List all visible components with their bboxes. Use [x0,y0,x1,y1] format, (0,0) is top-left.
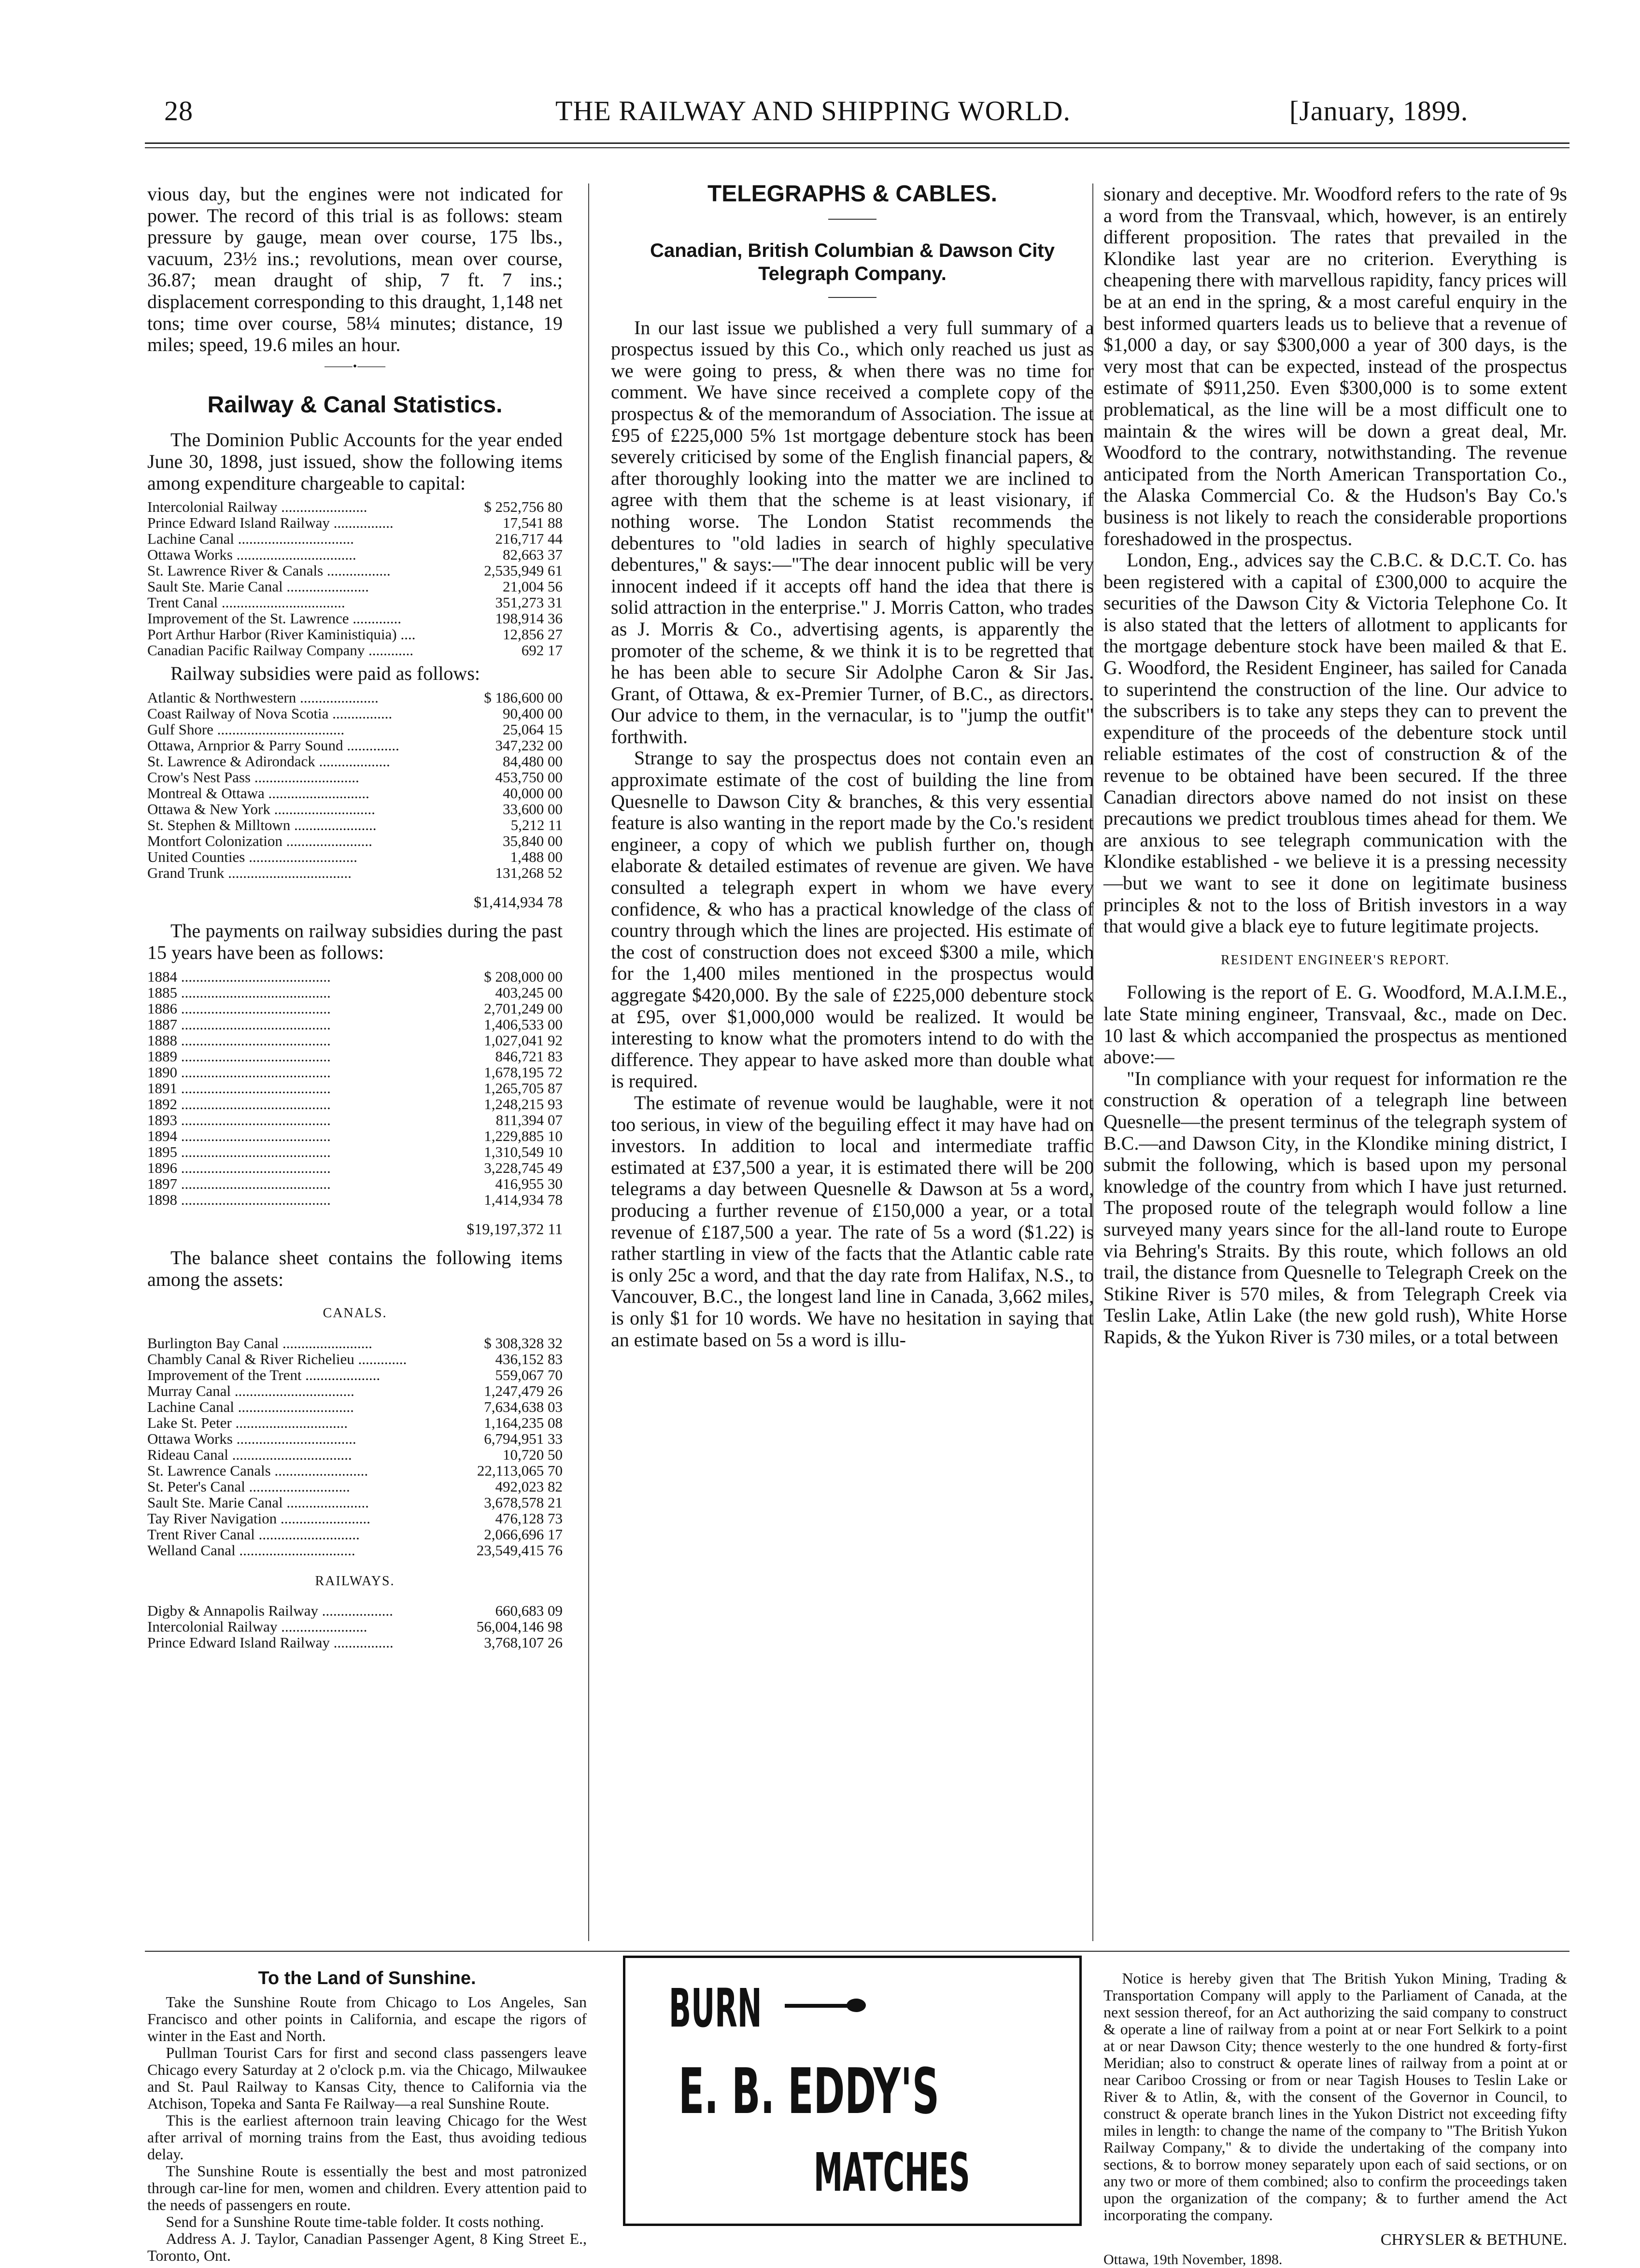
row-amount: $ 252,756 80 [484,499,563,515]
row-amount: 33,600 00 [503,801,563,817]
row-label: Trent River Canal ........................... [147,1526,360,1542]
table-row [147,721,563,737]
row-label: Murray Canal ................................ [147,1382,354,1399]
footer-rule [145,1951,1569,1952]
row-amount: 21,004 56 [503,578,563,595]
table-row [147,499,563,515]
row-label: Lachine Canal ............................... [147,531,354,547]
row-label: St. Lawrence River & Canals ................. [147,563,391,579]
row-amount: 40,000 00 [503,785,563,801]
column-3 [1103,183,1567,1348]
row-amount: 1,164,235 08 [484,1414,563,1431]
row-label: 1892 ........................................ [147,1096,331,1112]
row-amount: 1,229,885 10 [484,1127,563,1144]
table-row [147,1176,563,1192]
row-label: 1884 ........................................ [147,968,331,985]
table-row [147,1463,563,1479]
table-row [147,705,563,721]
paragraph: London, Eng., advices say the C.B.C. & D.C.T. Co. has been registered with a capital of £300,000 to acquire the securities of the Dawson City & Victoria Telephone Co. It is also stated that the letters of allotment to applicants for the mortgage debenture stock have been mailed & that E. G. Woodford, the Resident Engineer, has sailed for Canada to superintend the construction of the line. Our advice to the subscribers is to take any steps they can to prevent the expenditure of the proceeds of the debenture stock until reliable estimates of the cost of construction & of the revenue to be obtained have been secured. If the three Canadian directors above named do not insist on these precautions we predict troublous times ahead for them. We are anxious to see telegraph communication with the Klondike established - we believe it is a pressing necessity—but we want to see it done on legitimate business principles & not to the loss of British investors in a way that would give a black eye to future legitimate projects. [1103,549,1567,937]
table-row [147,531,563,547]
row-amount: 351,273 31 [495,594,563,611]
canals-table [147,1335,563,1558]
row-amount: 56,004,146 98 [476,1619,563,1635]
table-row [147,1526,563,1542]
advert-line-burn: BURN [669,1977,762,2039]
match-head-icon [847,1999,866,2012]
table-row [147,1144,563,1160]
advert-line-brand: E. B. EDDY'S [679,2055,939,2128]
row-amount: 10,720 50 [503,1446,563,1463]
table-row [147,1510,563,1526]
row-label: Burlington Bay Canal ........................ [147,1335,372,1351]
row-amount: 216,717 44 [495,531,563,547]
table-row [147,1634,563,1650]
row-label: St. Stephen & Milltown ...................... [147,817,377,833]
issue-date: [January, 1899. [1289,95,1469,127]
row-label: 1886 ........................................ [147,1000,331,1016]
paragraph: sionary and deceptive. Mr. Woodford refers to the rate of 9s a word from the Transvaal, which, however, is an entirely different proposition. The rates that prevailed in the Klondike last year are no criterion. Everything is cheapening there with marvellous rapidity, fancy prices will be at an end in the spring, & a most careful enquiry in the best informed quarters leads us to believe that a revenue of $1,000 a day, or say $300,000 a year of 300 days, is the very most that can be expected, instead of the prospectus estimate of $911,250. Even $300,000 is to some extent problematical, as the line will be a most difficult one to maintain & the wires will be down a great deal, Mr. Woodford to the contrary, notwithstanding. The revenue anticipated from the North American Transportation Co., the Alaska Commercial Co. & the Hudson's Bay Co.'s business is not likely to reach the considerable proportions foreshadowed in the prospectus. [1103,183,1567,549]
table-row [147,1335,563,1351]
table-row [147,642,563,658]
subsidies-total: $1,414,934 78 [474,893,563,911]
table-row [147,753,563,769]
journal-title: THE RAILWAY AND SHIPPING WORLD. [555,95,1071,127]
trial-report-paragraph: vious day, but the engines were not indicated for power. The record of this trial is as follows: steam pressure by gauge, mean over course, 175 lbs., vacuum, 23½ ins.; revolutions, mean over course, 36.87; mean draught of ship, 7 ft. 7 ins.; displacement corresponding to this draught, 1,148 net tons; time over course, 58¼ minutes; distance, 19 miles; speed, 19.6 miles an hour. [147,183,563,356]
paragraph: The payments on railway subsidies during the past 15 years have been as follows: [147,920,563,963]
row-amount: 1,406,533 00 [484,1016,563,1032]
paragraph: Railway subsidies were paid as follows: [170,662,480,685]
row-label: Crow's Nest Pass ............................ [147,769,359,785]
row-amount: $ 308,328 32 [484,1335,563,1351]
table-row [147,801,563,817]
row-label: Ottawa & New York ........................... [147,801,375,817]
table-row [147,817,563,833]
report-heading: RESIDENT ENGINEER'S REPORT. [1221,952,1450,968]
row-amount: 1,310,549 10 [484,1143,563,1160]
table-row [147,515,563,531]
row-label: United Counties ............................. [147,848,357,865]
paragraph: Take the Sunshine Route from Chicago to Los Angeles, San Francisco and other points in California, and escape the rigors of winter in the East and North. [147,1993,587,2044]
paragraph: The estimate of revenue would be laughable, were it not too serious, in view of the beguiling effect it may have had on investors. In addition to local and intermediate traffic estimated at £37,500 a year, it is estimated there will be 200 telegrams a day between Quesnelle & Dawson at 5s a word, producing a further revenue of £150,000 a year, or a total revenue of £187,500 a year. The rate of 5s a word ($1.22) is rather startling in view of the facts that the Atlantic cable rate is only 25c a word, and that the day rate from Halifax, N.S., to Vancouver, B.C., the longest land line in Canada, 3,662 miles, is only $1 for 10 words. We have no hesitation in saying that an estimate based on 5s a word is illu- [611,1091,1094,1351]
row-label: 1890 ........................................ [147,1064,331,1080]
table-row [147,1016,563,1032]
table-row [147,849,563,865]
table-row [147,1096,563,1112]
row-label: Intercolonial Railway ....................... [147,1619,368,1635]
row-amount: 436,152 83 [495,1351,563,1367]
years-total: $19,197,372 11 [467,1220,563,1238]
row-amount: 6,794,951 33 [484,1430,563,1447]
row-amount: 7,634,638 03 [484,1398,563,1415]
row-label: 1895 ........................................ [147,1143,331,1160]
column-1 [147,183,563,1655]
table-row [147,865,563,881]
legal-notice [1103,1970,1567,2268]
row-label: 1889 ........................................ [147,1048,331,1064]
table-row [147,1383,563,1399]
row-amount: 846,721 83 [495,1048,563,1064]
row-label: 1897 ........................................ [147,1175,331,1192]
table-row [147,1494,563,1510]
notice-signature: CHRYSLER & BETHUNE. [1380,2231,1567,2249]
table-row [147,1603,563,1619]
row-amount: 811,394 07 [495,1112,563,1128]
row-amount: 12,856 27 [503,626,563,643]
row-amount: 1,247,479 26 [484,1382,563,1399]
row-amount: 23,549,415 76 [476,1542,563,1558]
row-label: Ottawa Works ................................ [147,1430,356,1447]
row-label: Coast Railway of Nova Scotia ................ [147,705,393,721]
table-row [147,1542,563,1558]
table-row [147,1399,563,1415]
row-amount: 476,128 73 [495,1510,563,1526]
years-table [147,969,563,1208]
page-header [0,95,1640,133]
table-row [147,737,563,753]
header-rule [145,142,1569,144]
row-amount: 403,245 00 [495,984,563,1000]
row-amount: 22,113,065 70 [477,1462,563,1479]
table-row [147,626,563,642]
row-amount: 2,535,949 61 [484,563,563,579]
row-label: Welland Canal ............................... [147,1542,355,1558]
row-amount: 492,023 82 [495,1478,563,1494]
row-amount: 84,480 00 [503,753,563,769]
row-label: Intercolonial Railway ....................... [147,499,368,515]
row-amount: $ 208,000 00 [484,968,563,985]
row-amount: 559,067 70 [495,1366,563,1383]
table-row [147,690,563,705]
article-subtitle: Canadian, British Columbian & Dawson City Telegraph Company. [650,239,1055,284]
row-amount: 347,232 00 [495,737,563,753]
section-title-telegraphs: TELEGRAPHS & CABLES. [707,181,998,207]
row-label: Prince Edward Island Railway ................ [147,515,394,531]
table-row [147,1447,563,1463]
row-label: Prince Edward Island Railway ................ [147,1634,394,1651]
row-label: Ottawa Works ................................ [147,547,356,563]
row-amount: 131,268 52 [495,864,563,881]
row-label: St. Lawrence Canals ......................... [147,1462,368,1479]
advert-title: To the Land of Sunshine. [258,1968,476,1988]
capital-items-table [147,499,563,658]
table-row [147,1064,563,1080]
row-amount: 660,683 09 [495,1603,563,1619]
row-label: Sault Ste. Marie Canal ...................... [147,578,369,595]
row-amount: 1,488 00 [510,848,563,865]
row-label: 1893 ........................................ [147,1112,331,1128]
row-label: Grand Trunk ................................. [147,864,352,881]
row-label: St. Lawrence & Adirondack ................... [147,753,390,769]
row-amount: 1,678,195 72 [484,1064,563,1080]
table-row [147,969,563,985]
row-amount: 90,400 00 [503,705,563,721]
row-amount: 2,066,696 17 [484,1526,563,1542]
paragraph: In our last issue we published a very full summary of a prospectus issued by this Co., which only reached us just as we were going to press, & when there was no time for comment. We have since received a complete copy of the prospectus & of the memorandum of Association. The issue at £95 of £225,000 5% 1st mortgage debenture stock has been severely criticised by some of the English financial papers, & after thoroughly looking into the matter we are inclined to agree with them that the scheme is at least visionary, if nothing worse. The London Statist recommends the debentures to "old ladies in search of highly speculative debentures," & says:—"The dear innocent public will be very innocent indeed if it accepts off hand the idea that there is solid attraction in the enterprise." J. Morris Catton, who trades as J. Morris & Co., advertising agents, is apparently the promoter of the scheme, & we think it is to be regretted that he has been able to secure Sir Adolphe Caron & Sir Jas. Grant, of Ottawa, & ex-Premier Turner, of B.C., as directors. Our advice to them, in the vernacular, is to "jump the outfit" forthwith. [611,316,1094,747]
row-label: Ottawa, Arnprior & Parry Sound .............. [147,737,399,753]
subsidies-table [147,690,563,881]
table-row [147,1367,563,1383]
table-row [147,785,563,801]
row-amount: 3,768,107 26 [484,1634,563,1651]
paragraph: The Dominion Public Accounts for the year ended June 30, 1898, just issued, show the following items among expenditure chargeable to capital: [147,429,563,494]
row-amount: 692 17 [521,642,563,659]
row-label: 1894 ........................................ [147,1127,331,1144]
row-amount: 17,541 88 [503,515,563,531]
notice-text: Notice is hereby given that The British Yukon Mining, Trading & Transportation Company will apply to the Parliament of Canada, at the next session thereof, for an Act authorizing the said company to construct & operate a line of railway from a point at or near Fort Selkirk to a point at or near Dawson City; thence westerly to the one hundred & forty-first Meridian; also to construct & operate lines of railway from a point at or near Cariboo Crossing or from or near Tagish Houses to Teslin Lake or River & to Atlin, &, with the consent of the Governor in Council, to construct & operate branch lines in the Yukon District not exceeding fifty miles in length: to change the name of the company to "The British Yukon Railway Company," & to divide the undertaking of the company into sections, & to borrow money separately upon each of said sections, or on any two or more of them combined; also to confirm the proceedings taken upon the organization of the company; & to further amend the Act incorporating the company. [1103,1970,1567,2224]
table-row [147,1351,563,1367]
table-row [147,985,563,1000]
paragraph: Address A. J. Taylor, Canadian Passenger Agent, 8 King Street E., Toronto, Ont. [147,2230,587,2264]
table-row [147,1415,563,1431]
row-label: Digby & Annapolis Railway ................... [147,1603,393,1619]
table-row [147,547,563,563]
row-label: 1888 ........................................ [147,1032,331,1048]
short-rule [828,219,877,220]
railways-table [147,1603,563,1650]
row-label: Canadian Pacific Railway Company ............ [147,642,413,659]
table-row [147,1479,563,1494]
row-amount: 2,701,249 00 [484,1000,563,1016]
row-label: Gulf Shore .................................. [147,721,345,737]
row-amount: 3,228,745 49 [484,1159,563,1176]
table-row [147,769,563,785]
paragraph: Pullman Tourist Cars for first and second class passengers leave Chicago every Saturday at 2 o'clock p.m. via the Chicago, Milwaukee and St. Paul Railway to Kansas City, thence to California via the Atchison, Topeka and Santa Fe Railway—a real Sunshine Route. [147,2044,587,2112]
row-label: Port Arthur Harbor (River Kaministiquia) .... [147,626,416,643]
column-divider [588,183,589,1941]
row-label: 1896 ........................................ [147,1159,331,1176]
table-row [147,1128,563,1144]
table-row [147,563,563,578]
row-label: 1887 ........................................ [147,1016,331,1032]
column-2 [611,183,1094,1351]
row-amount: 198,914 36 [495,610,563,627]
railways-heading: RAILWAYS. [315,1573,395,1589]
row-label: Improvement of the Trent .................... [147,1366,381,1383]
eddy-matches-advert [623,1956,1082,2226]
table-row [147,1080,563,1096]
row-amount: 1,265,705 87 [484,1080,563,1096]
table-row [147,1192,563,1208]
advert-line-matches: MATCHES [814,2141,970,2203]
row-label: Improvement of the St. Lawrence ............. [147,610,401,627]
section-title-statistics: Railway & Canal Statistics. [207,392,503,418]
table-row [147,1619,563,1634]
row-label: Sault Ste. Marie Canal ...................... [147,1494,369,1510]
paragraph: The balance sheet contains the following items among the assets: [147,1247,563,1290]
paragraph: Strange to say the prospectus does not contain even an approximate estimate of the cost of building the line from Quesnelle to Dawson City & branches, & this very essential feature is also wanting in the report made by the Co.'s resident engineer, a copy of which we publish further on, though elaborate & detailed estimates of revenue are given. We have consulted a telegraph expert in whom we have every confidence, & who has a practical knowledge of the class of country through which the lines are projected. His estimate of the cost of construction does not exceed $300 a mile, which for the 1,400 miles mentioned in the prospectus would aggregate $420,000. By the sale of £225,000 debenture stock at £95, over $1,000,000 would be realized. It would be interesting to know what the promoters intend to do with the difference. They appear to have asked more than double what is required. [611,747,1094,1092]
match-stick-icon [785,2004,852,2008]
ornament-divider: ⸻•⸻ [324,360,386,373]
page-number: 28 [164,95,193,127]
paragraph: "In compliance with your request for information re the construction & operation of a telegraph line between Quesnelle—the present terminus of the telegraph system of B.C.—and Dawson City, in the Klondike mining district, I submit the following, which is based upon my personal knowledge of the country from which I have just returned. The proposed route of the telegraph would follow a line surveyed many years since for the all-land route to Europe via Behring's Straits. By this route, which follows an old trail, the distance from Quesnelle to Telegraph Creek on the Stikine River is 570 miles, & from Telegraph Creek via Teslin Lake, Atlin Lake (the new gold rush), White Horse Rapids, & the Yukon River is 730 miles, or a total between [1103,1067,1567,1348]
table-row [147,833,563,849]
paragraph: The Sunshine Route is essentially the best and most patronized through car-line for men, women and children. Every attention paid to the needs of passengers en route. [147,2162,587,2213]
row-amount: 35,840 00 [503,832,563,849]
table-row [147,1112,563,1128]
row-label: Tay River Navigation ........................ [147,1510,370,1526]
row-label: Atlantic & Northwestern ..................... [147,689,379,705]
table-row [147,594,563,610]
row-amount: 25,064 15 [503,721,563,737]
row-amount: 416,955 30 [495,1175,563,1192]
row-label: 1885 ........................................ [147,984,331,1000]
table-row [147,1431,563,1447]
row-label: St. Peter's Canal ........................... [147,1478,350,1494]
notice-location-date: Ottawa, 19th November, 1898. [1103,2252,1283,2268]
header-rule-thin [145,147,1569,148]
row-amount: 3,678,578 21 [484,1494,563,1510]
sunshine-route-advert [147,1970,587,2264]
row-label: Montfort Colonization ....................... [147,832,372,849]
row-label: Rideau Canal ................................ [147,1446,352,1463]
table-row [147,610,563,626]
paragraph: Send for a Sunshine Route time-table folder. It costs nothing. [166,2213,544,2230]
table-row [147,1032,563,1048]
row-amount: $ 186,600 00 [484,689,563,705]
row-amount: 82,663 37 [503,547,563,563]
row-label: Trent Canal ................................. [147,594,345,611]
row-label: 1891 ........................................ [147,1080,331,1096]
row-label: 1898 ........................................ [147,1191,331,1208]
row-label: Chambly Canal & River Richelieu ............. [147,1351,407,1367]
paragraph: This is the earliest afternoon train leaving Chicago for the West after arrival of morning trains from the East, thus avoiding tedious delay. [147,2112,587,2163]
row-label: Lachine Canal ............................... [147,1398,354,1415]
table-row [147,1160,563,1176]
canals-heading: CANALS. [323,1306,387,1321]
short-rule [828,297,877,298]
row-amount: 453,750 00 [495,769,563,785]
table-row [147,578,563,594]
row-label: Lake St. Peter .............................. [147,1414,348,1431]
row-amount: 1,027,041 92 [484,1032,563,1048]
row-amount: 5,212 11 [510,817,563,833]
row-amount: 1,414,934 78 [484,1191,563,1208]
paragraph: Following is the report of E. G. Woodford, M.A.I.M.E., late State mining engineer, Transvaal, &c., made on Dec. 10 last & which accompanied the prospectus as mentioned above:— [1103,981,1567,1068]
row-amount: 1,248,215 93 [484,1096,563,1112]
row-label: Montreal & Ottawa ........................... [147,785,369,801]
table-row [147,1048,563,1064]
table-row [147,1000,563,1016]
